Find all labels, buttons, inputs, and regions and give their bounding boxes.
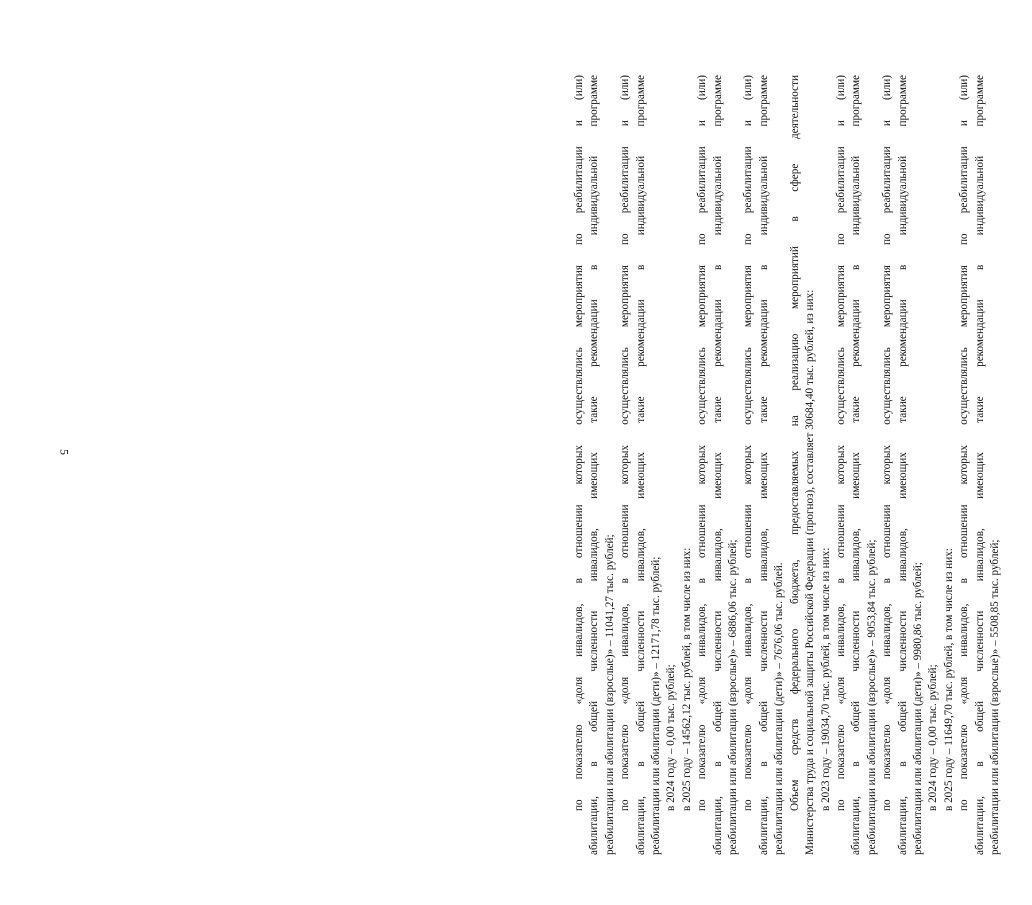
text-line: по показателю «доля инвалидов, в отношении которых осуществлялись мероприятия по реабилитации и (или) bbox=[834, 75, 847, 811]
text-line: по показателю «доля инвалидов, в отношении которых осуществлялись мероприятия по реабилитации и (или) bbox=[573, 75, 585, 811]
text-line: по показателю «доля инвалидов, в отношении которых осуществлялись мероприятия по реабилитации и (или) bbox=[881, 75, 894, 811]
text-line: в 2024 году – 0,00 тыс. рублей; bbox=[927, 664, 940, 811]
text-line: реабилитации или абилитации (взрослые)» – 5508,85 тыс. рублей; bbox=[988, 539, 1001, 855]
text-line: абилитации, в общей численности инвалидов, имеющих такие рекомендации в индивидуальной программе bbox=[896, 75, 909, 855]
text-line: в 2025 году – 14562,12 тыс. рублей, в том числе из них: bbox=[680, 547, 693, 811]
text-line: Министерства труда и социальной защиты Российской Федерации (прогноз), составляет 30684,40 тыс. рублей, из них: bbox=[804, 289, 817, 855]
text-line: абилитации, в общей численности инвалидов, имеющих такие рекомендации в индивидуальной программе bbox=[757, 75, 770, 855]
text-line: реабилитации или абилитации (взрослые)» – 11041,27 тыс. рублей; bbox=[603, 534, 616, 855]
text-line: Объем средств федерального бюджета, предоставляемых на реализацию мероприятий в сфере деятельности bbox=[788, 75, 801, 811]
text-line: абилитации, в общей численности инвалидов, имеющих такие рекомендации в индивидуальной программе bbox=[850, 75, 863, 855]
text-line: реабилитации или абилитации (дети)» – 9980,86 тыс. рублей; bbox=[911, 562, 924, 855]
document-body bbox=[572, 75, 1032, 855]
text-line: в 2023 году – 19034,70 тыс. рублей, в том числе из них: bbox=[819, 547, 832, 811]
page-number: 5 bbox=[57, 449, 72, 455]
text-line: в 2024 году – 0,00 тыс. рублей; bbox=[665, 664, 678, 811]
text-line: абилитации, в общей численности инвалидов, имеющих такие рекомендации в индивидуальной программе bbox=[973, 75, 986, 855]
text-line: абилитации, в общей численности инвалидов, имеющих такие рекомендации в индивидуальной программе bbox=[711, 75, 724, 855]
text-line: реабилитации или абилитации (дети)» – 12171,78 тыс. рублей; bbox=[650, 556, 663, 855]
text-line: реабилитации или абилитации (дети)» – 7676,06 тыс. рублей. bbox=[773, 562, 786, 855]
text-line: реабилитации или абилитации (взрослые)» – 9053,84 тыс. рублей; bbox=[865, 539, 878, 855]
text-line: абилитации, в общей численности инвалидов, имеющих такие рекомендации в индивидуальной программе bbox=[634, 75, 647, 855]
text-line: реабилитации или абилитации (взрослые)» – 6886,06 тыс. рублей; bbox=[727, 539, 740, 855]
text-line: по показателю «доля инвалидов, в отношении которых осуществлялись мероприятия по реабилитации и (или) bbox=[619, 75, 632, 811]
text-line: по показателю «доля инвалидов, в отношении которых осуществлялись мероприятия по реабилитации и (или) bbox=[742, 75, 755, 811]
text-line: по показателю «доля инвалидов, в отношении которых осуществлялись мероприятия по реабилитации и (или) bbox=[696, 75, 709, 811]
text-line: абилитации, в общей численности инвалидов, имеющих такие рекомендации в индивидуальной программе bbox=[588, 75, 601, 855]
text-line: по показателю «доля инвалидов, в отношении которых осуществлялись мероприятия по реабилитации и (или) bbox=[958, 75, 971, 811]
text-line: в 2025 году – 11649,70 тыс. рублей, в том числе из них: bbox=[942, 548, 955, 811]
